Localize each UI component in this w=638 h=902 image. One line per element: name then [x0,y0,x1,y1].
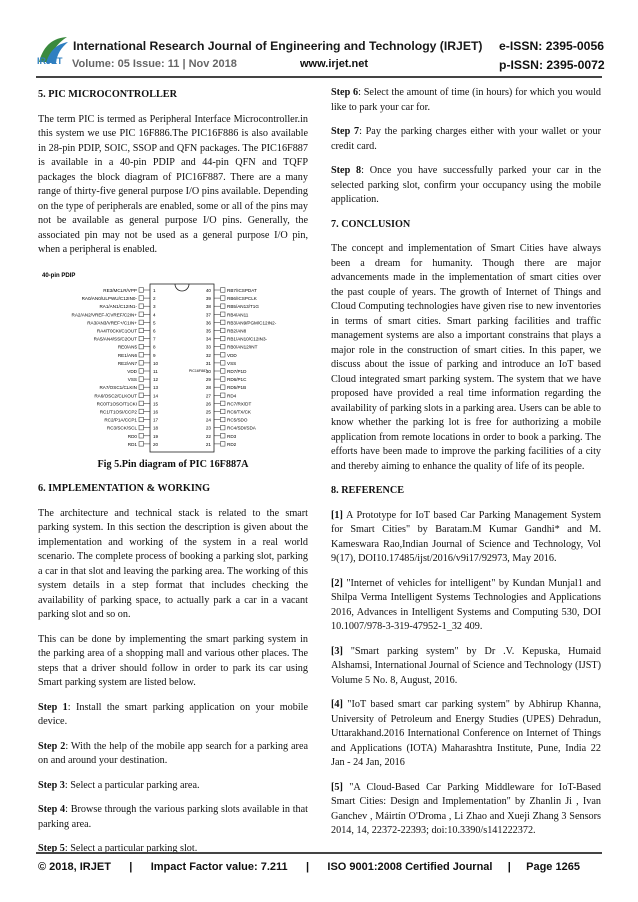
pin-name: RB7/ICSPDAT [227,287,257,293]
pin-number: 35 [205,328,211,333]
pin-box [221,401,226,406]
page-header [0,0,638,82]
pin-name: RE1/AN6 [117,352,137,358]
pin-number: 13 [153,384,159,390]
pin-box [221,295,226,300]
pin-box [221,352,226,357]
reference-2: [2] "Internet of vehicles for intelligent" by Kundan Munjal1 and Shilpa Verma Intelligent Systems Technologies and Applications 2016, Advances in Intelligent Systems and Computing 530, DOI 10.1007/978-3-319-47952-1_32 409. [331,577,601,632]
pin-left-4 [72,312,156,317]
pin-right-32 [206,352,238,357]
step-4: Step 4: Browse through the various parking slots available in that parking area. [38,804,308,830]
pin-name: RA5/AN4/SS/C2OUT [93,336,137,342]
pin-name: RB0/AN12/INT [227,344,258,350]
pin-name: RE3/MCLR/VPP [103,287,137,293]
pin-name: RD1 [127,441,137,447]
pin-name: RA7/OSC1/CLKIN [99,384,137,390]
step-6: Step 6: Select the amount of time (in hours) for which you would like to park your car for. [331,87,601,113]
pin-box [139,384,144,389]
reference-4: [4] "IoT based smart car parking system" by Abhirup Khanna, University of Petroleum and Energy Studies (UPES) Dehradun, Uttarakhand.2016 International Conference on Internet of Things and Applications (IOTA) Maharashtra Institute, Pune, India 22 Jan - 24 Jan, 2016 [331,699,601,768]
pin-name: RE2/AN7 [117,360,137,366]
pin-name: RC3/SCK/SCL [106,425,137,431]
pin-left-12 [128,376,159,381]
pin-number: 7 [153,336,156,342]
pin-box [139,433,144,438]
step-2: Step 2: With the help of the mobile app search for a parking area on and around your destination. [38,740,308,766]
pin-left-19 [128,433,159,438]
page-footer: © 2018, IRJET | Impact Factor value: 7.211 | ISO 9001:2008 Certified Journal | Page 1265 [38,861,580,873]
pin-number: 25 [205,409,211,414]
pin-name: RA0/AN0/ULPWU/C12IN0- [81,295,137,301]
pin-name: VDD [127,368,137,374]
pin-left-11 [127,368,158,373]
pin-box [139,312,144,317]
pin-left-1 [103,287,156,292]
pin-number: 12 [153,376,159,382]
pin-name: RD3 [227,433,237,439]
pin-number: 3 [153,303,156,309]
pin-box [221,312,226,317]
pin-box [139,417,144,422]
pin-number: 26 [205,400,211,406]
reference-3: [3] "Smart parking system" by Dr .V. Kepuska, Humaid Alshamsi, International Journal of Science and Technology (IJST) Volume 5 No. 8, August, 2016. [331,645,601,686]
chip-label: PIC16F887 [188,368,208,373]
right-column [331,86,601,849]
pin-box [221,384,226,389]
pin-number: 6 [153,328,156,333]
pin-box [221,344,226,349]
step-8: Step 8: Once you have successfully parked your car in the selected parking slot, confirm your occupancy using the mobile application. [331,165,601,205]
pin-name: RD4 [227,392,237,398]
pin-box [139,303,144,308]
pin-box [221,376,226,381]
pin-name: RA6/OSC2/CLKOUT [94,392,137,398]
pin-name: RB3/AN9/PGM/C12IN2- [227,319,277,325]
pin-box [221,417,226,422]
pin-box [221,409,226,414]
pin-name: RC6/TX/CK [227,409,251,414]
pin-name: RC4/SDI/SDA [227,425,256,431]
pin-number: 17 [153,417,159,423]
pin-box [139,393,144,398]
pin-box [139,441,144,446]
pin-name: RA2/AN2/VREF-/CVREF/C2IN+ [71,311,137,317]
pin-number: 18 [153,425,159,431]
pin-box [139,368,144,373]
pin-number: 39 [205,295,211,301]
pin-number: 9 [153,352,156,358]
pin-right-36 [206,320,277,325]
pin-name: RD2 [227,441,237,447]
footer-divider [36,852,602,854]
pin-number: 16 [153,409,159,414]
pin-name: RA3/AN3/VREF+/C1IN+ [87,319,137,325]
pin-name: RB2/AN8 [227,328,247,333]
pin-box [221,425,226,430]
pin-right-22 [206,433,237,438]
figure-caption: Fig 5.Pin diagram of PIC 16F887A [97,458,249,470]
pin-number: 19 [153,433,159,439]
pin-number: 22 [205,433,211,439]
pin-number: 15 [153,400,159,406]
step-1: Step 1: Install the smart parking application on your mobile device. [38,701,308,727]
pin-box [139,401,144,406]
pin-name: VDD [227,352,237,358]
journal-title: International Research Journal of Engineering and Technology (IRJET) [73,39,483,53]
pin-box [221,336,226,341]
pin-number: 1 [153,287,156,293]
step-3: Step 3: Select a particular parking area. [38,779,200,791]
pin-box [221,393,226,398]
section-7-paragraph: The concept and implementation of Smart Cities have always been a dream for humanity. Though there are major advancements made in the implementation of smart cities over the past couple of years. The growth of Internet of Things and Cloud Computing technologies have given rise to new inventories in terms of smart cities. Smart parking facilities and traffic management systems are also a important constrains that plays a major role in the construction of smart cities. In this paper, we discuss about the issue of parking and introduce an IoT based Cloud integrated smart parking system. The system that we have proposed have provided a real time information regarding the availability of parking slots in a parking area. Users can be able to know whether the parking lot is free for authorizing a mobile application from remote locations in order to book a parking. The efforts have been made to improve the parking facilities of a city and thereby aiming to enhance the quality of life of its people. [331,243,601,472]
pin-box [139,336,144,341]
pin-number: 28 [205,384,211,390]
pin-name: RA1/AN1/C12IN1- [99,303,137,309]
pin-box [139,344,144,349]
pin-box [221,328,226,333]
pin-name: RC5/SDO [227,417,248,423]
journal-website[interactable]: www.irjet.net [300,58,369,70]
pin-box [221,320,226,325]
pin-number: 32 [205,352,211,358]
pin-name: RB6/ICSPCLK [227,295,257,301]
pin-number: 5 [153,319,156,325]
pin-number: 4 [153,311,156,317]
pin-name: RE0/AN5 [117,344,137,350]
pin-number: 23 [205,425,211,431]
pin-name: RC0/T1OSO/T1CKI [96,400,137,406]
section-6-paragraph-2: This can be done by implementing the smart parking system in the parking area of a shopping mall and various other places. The steps that a driver should follow in order to park its car using Smart parking system are listed below. [38,633,308,688]
pin-number: 21 [205,441,211,447]
pin-name: RD0 [127,433,137,439]
pin-name: RD5/P1B [227,384,247,390]
pin-number: 11 [153,368,158,374]
pin-number: 27 [205,392,211,398]
pin-number: 2 [153,295,156,301]
section-6-heading: 6. IMPLEMENTATION & WORKING [38,483,211,494]
pin-name: VSS [127,376,137,382]
chip-body [150,284,214,452]
pin-number: 10 [153,360,159,366]
reference-1: [1] A Prototype for IoT based Car Parking Management System for Smart Cities" by Baratam.M Kumar Gandhi* and M. Kameswara Rao,Indian Journal of Science and Technology, Vol 9(17), DOI10.17485/ijst/2016/v9i17/92973, May 2016. [331,509,601,564]
pin-box [139,352,144,357]
pin-number: 36 [205,319,211,325]
step-7: Step 7: Pay the parking charges either with your wallet or your credit card. [331,126,601,152]
pin-diagram [38,268,308,454]
pin-box [139,287,144,292]
pin-number: 30 [205,368,211,374]
volume-issue: Volume: 05 Issue: 11 | Nov 2018 [72,58,237,70]
pin-box [139,360,144,365]
pin-number: 37 [205,311,211,317]
pin-box [221,360,226,365]
pin-name: RB4/AN11 [227,311,249,317]
pin-right-31 [206,360,236,365]
pin-left-20 [128,441,159,446]
pin-name: RC7/RX/DT [227,400,252,406]
pin-box [139,295,144,300]
pin-number: 8 [153,344,156,350]
pin-box [221,368,226,373]
footer-iso: ISO 9001:2008 Certified Journal [327,861,493,873]
pin-box [139,376,144,381]
pin-number: 14 [153,392,159,398]
pin-diagram-figure [38,268,308,454]
figure-title: 40-pin PDIP [42,272,76,279]
pin-box [221,433,226,438]
pin-number: 38 [205,303,211,309]
section-8-heading: 8. REFERENCE [331,485,405,496]
pin-number: 24 [205,417,211,423]
pin-left-3 [99,303,156,308]
pin-box [139,320,144,325]
pin-box [221,287,226,292]
step-5: Step 5: Select a particular parking slot. [38,843,198,854]
e-issn: e-ISSN: 2395-0056 [499,39,605,53]
pin-left-5 [87,320,156,325]
pin-left-7 [94,336,156,341]
footer-copyright: © 2018, IRJET [38,861,111,873]
pin-box [139,409,144,414]
pin-box [221,441,226,446]
section-7-heading: 7. CONCLUSION [331,218,411,230]
pin-left-6 [97,328,156,333]
pin-name: RA4/T0CKI/C1OUT [96,328,137,333]
p-issn: p-ISSN: 2395-0072 [499,58,605,72]
pin-box [139,425,144,430]
section-5-paragraph: The term PIC is termed as Peripheral Interface Microcontroller.in this system we use PIC 16F886.The PIC16F886 is also available in 28-pin PDIP, SOIC, SSOP and QFN packages. The PIC16F887 is available in a 40-pin PDIP and 44-pin QFN and TQFP packages the block diagram of PIC16F887. There are a many range of thirty-five general purpose I/O pins available. Depending on the type of peripherals are enabled, some or all of the pins may not be available as general purpose I/O pins. Generally, the associated pin may not be used as a general purpose I/O pin, when a peripheral is enabled. [38,113,308,255]
pin-box [139,328,144,333]
pin-name: RC1/T1OSI/CCP2 [99,409,137,414]
pin-name: RC2/P1A/CCP1 [104,417,137,423]
pin-left-15 [97,401,159,406]
pin-right-34 [206,336,268,341]
section-5-heading: 5. PIC MICROCONTROLLER [38,89,177,100]
pin-name: RB1/AN10/C12IN3- [227,336,268,342]
header-divider [36,76,602,78]
pin-number: 40 [205,287,211,293]
pin-name: RD7/P1D [227,368,247,374]
pin-number: 29 [205,376,211,382]
pin-name: RB5/AN13/T1G [227,303,259,309]
pin-number: 31 [205,360,211,366]
pin-left-14 [94,393,158,398]
pin-box [221,303,226,308]
pin-name: RD6/P1C [227,376,247,382]
pin-number: 20 [153,441,159,447]
pin-right-27 [206,393,237,398]
reference-5: [5] "A Cloud-Based Car Parking Middleware for IoT-Based Smart Cities: Design and Implementation" by Zhanlin Ji , Ivan Ganchev , Máirtín O'Droma , Li Zhao and Xueji Zhang 3 Sensors 2014, 14, 22372-22393; doi:10.3390/s141222372. [331,781,601,836]
left-column [38,86,308,867]
pin-number: 34 [205,336,211,342]
logo-text: IRJET [37,56,63,66]
footer-impact-factor: Impact Factor value: 7.211 [150,861,288,873]
section-6-paragraph-1: The architecture and technical stack is related to the smart parking system. In this section the description is given about the implementation and working of the system in a real world scenario. The complete process of booking a parking slot, parking a car in that slot and leaving the parking area. The working of this system details in a step format that includes checking the availability of parking space, to actually park a car in a vacant parking slot and so on. [38,507,308,620]
pin-right-21 [206,441,237,446]
pin-left-10 [118,360,159,365]
pin-number: 33 [205,344,211,350]
footer-page-number: Page 1265 [526,861,580,873]
pin-name: VSS [227,360,237,366]
pin-left-2 [82,295,156,300]
